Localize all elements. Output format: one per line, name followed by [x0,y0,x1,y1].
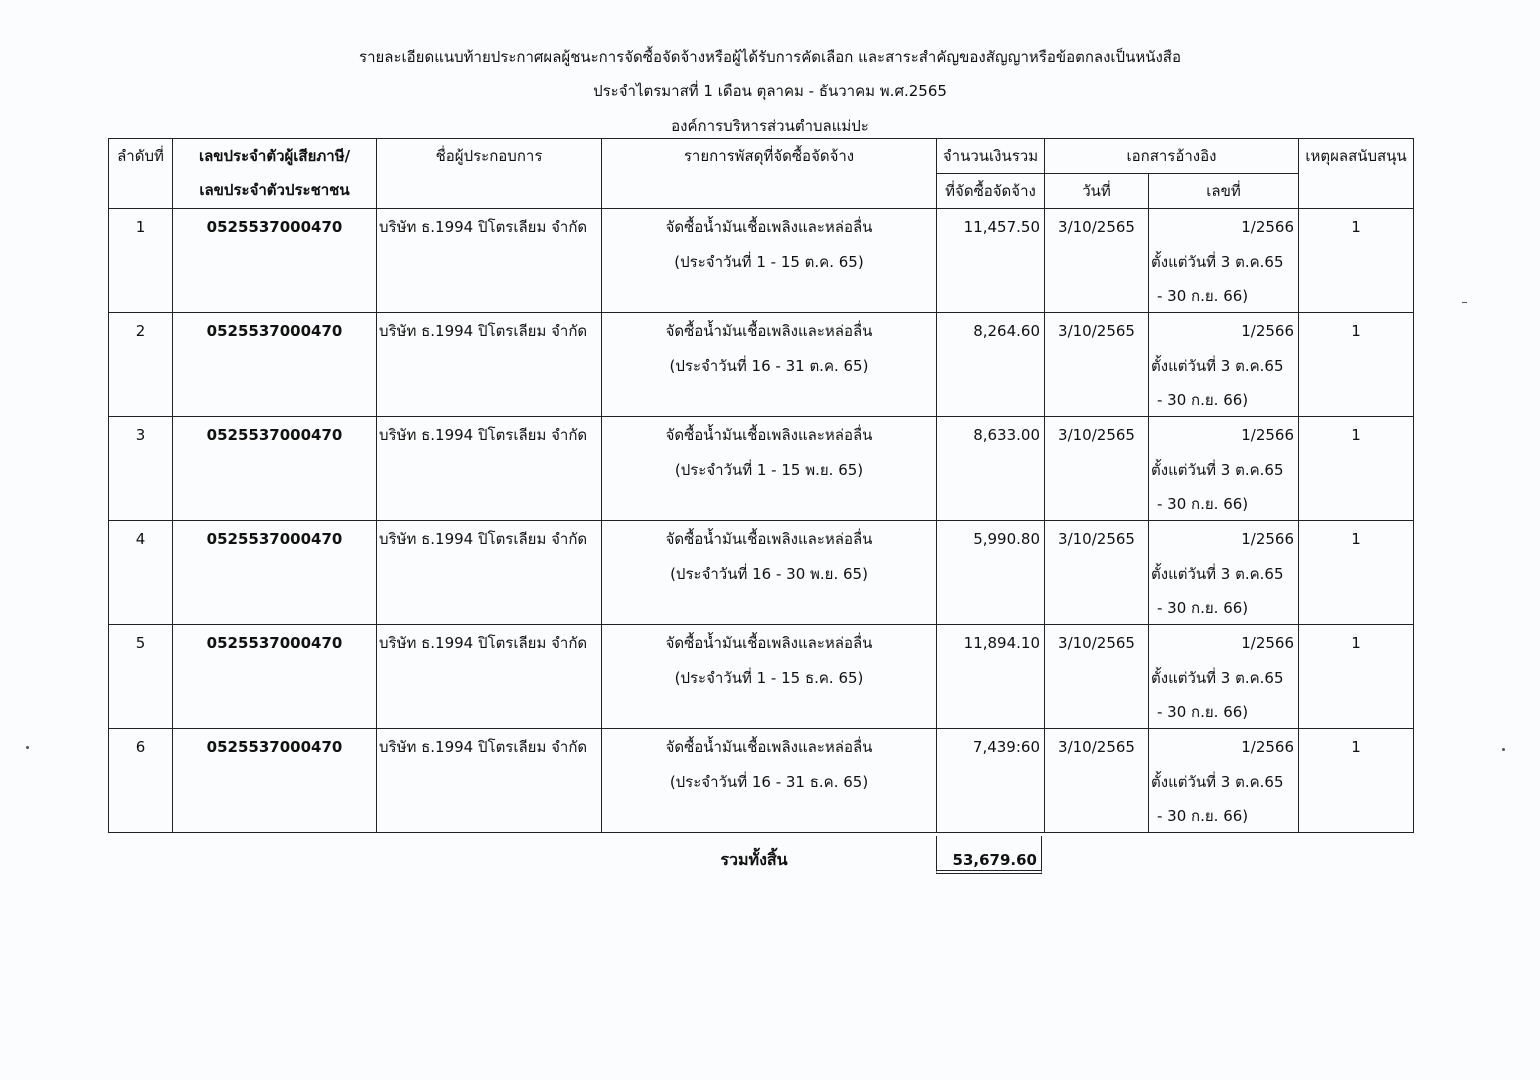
table-row [109,521,1414,625]
table-row [109,209,1414,313]
date-cell: 3/10/2565 [1058,322,1135,340]
scan-speck [1462,302,1467,303]
seq-cell: 6 [135,738,146,756]
seq-cell: 3 [135,426,146,444]
vendor-cell: บริษัท ธ.1994 ปิโตรเลียม จำกัด [379,738,588,756]
doc-no-cell: 1/2566 [1241,530,1294,548]
vendor-cell: บริษัท ธ.1994 ปิโตรเลียม จำกัด [379,530,588,548]
total-label: รวมทั้งสิ้น [720,850,788,869]
scan-speck [1502,748,1505,751]
organization-name: องค์การบริหารส่วนตำบลแม่ปะ [671,117,869,135]
item-cell: จัดซื้อน้ำมันเชื้อเพลิงและหล่อลื่น [665,322,873,340]
procurement-table [108,138,1414,833]
col-taxid-header: เลขประจำตัวผู้เสียภาษี/ เลขประจำตัวประชาชน [173,139,377,209]
amount-cell: 11,457.50 [963,218,1040,236]
col-refdoc-header: เอกสารอ้างอิง [1045,139,1299,174]
item-period-cell: (ประจำวันที่ 16 - 31 ต.ค. 65) [669,357,869,375]
period-start-cell: ตั้งแต่วันที่ 3 ต.ค.65 [1151,773,1284,791]
period-start-cell: ตั้งแต่วันที่ 3 ต.ค.65 [1151,565,1284,583]
vendor-cell: บริษัท ธ.1994 ปิโตรเลียม จำกัด [379,322,588,340]
reason-cell: 1 [1351,738,1361,756]
taxid-cell: 0525537000470 [206,426,343,444]
seq-cell: 1 [135,218,146,236]
col-seq-header: ลำดับที่ [109,139,173,209]
quarter-subtitle: ประจำไตรมาสที่ 1 เดือน ตุลาคม - ธันวาคม พ.ศ.2565 [593,82,947,100]
reason-cell: 1 [1351,218,1361,236]
col-reason-header: เหตุผลสนับสนุน [1299,139,1414,209]
taxid-cell: 0525537000470 [206,322,343,340]
item-period-cell: (ประจำวันที่ 1 - 15 พ.ย. 65) [674,461,864,479]
amount-cell: 5,990.80 [973,530,1040,548]
amount-cell: 7,439:60 [972,738,1040,756]
item-cell: จัดซื้อน้ำมันเชื้อเพลิงและหล่อลื่น [665,738,873,756]
doc-no-cell: 1/2566 [1241,426,1294,444]
table-row [109,625,1414,729]
vendor-cell: บริษัท ธ.1994 ปิโตรเลียม จำกัด [379,634,588,652]
scan-speck [26,746,29,749]
period-start-cell: ตั้งแต่วันที่ 3 ต.ค.65 [1151,253,1284,271]
seq-cell: 2 [135,322,146,340]
item-cell: จัดซื้อน้ำมันเชื้อเพลิงและหล่อลื่น [665,530,873,548]
date-cell: 3/10/2565 [1058,218,1135,236]
col-amount-header-2: ที่จัดซื้อจัดจ้าง [937,174,1045,209]
taxid-cell: 0525537000470 [206,634,343,652]
period-end-cell: - 30 ก.ย. 66) [1157,599,1249,617]
total-amount: 53,679.60 [936,836,1042,874]
document-title: รายละเอียดแนบท้ายประกาศผลผู้ชนะการจัดซื้อจัดจ้างหรือผู้ได้รับการคัดเลือก และสาระสำคัญของสัญญาหรือข้อตกลงเป็นหนังสือ [359,48,1181,66]
item-cell: จัดซื้อน้ำมันเชื้อเพลิงและหล่อลื่น [665,218,873,236]
table-row [109,417,1414,521]
col-vendor-header: ชื่อผู้ประกอบการ [377,139,602,209]
taxid-cell: 0525537000470 [206,218,343,236]
period-end-cell: - 30 ก.ย. 66) [1157,287,1249,305]
col-date-header: วันที่ [1045,174,1149,209]
period-start-cell: ตั้งแต่วันที่ 3 ต.ค.65 [1151,357,1284,375]
item-cell: จัดซื้อน้ำมันเชื้อเพลิงและหล่อลื่น [665,634,873,652]
vendor-cell: บริษัท ธ.1994 ปิโตรเลียม จำกัด [379,426,588,444]
vendor-cell: บริษัท ธ.1994 ปิโตรเลียม จำกัด [379,218,588,236]
col-items-header: รายการพัสดุที่จัดซื้อจัดจ้าง [602,139,937,209]
amount-cell: 8,264.60 [973,322,1040,340]
period-end-cell: - 30 ก.ย. 66) [1157,807,1249,825]
item-period-cell: (ประจำวันที่ 16 - 31 ธ.ค. 65) [669,773,869,791]
period-end-cell: - 30 ก.ย. 66) [1157,495,1249,513]
doc-no-cell: 1/2566 [1241,218,1294,236]
taxid-cell: 0525537000470 [206,530,343,548]
reason-cell: 1 [1351,322,1361,340]
period-start-cell: ตั้งแต่วันที่ 3 ต.ค.65 [1151,461,1284,479]
table-row [109,313,1414,417]
seq-cell: 4 [135,530,146,548]
date-cell: 3/10/2565 [1058,634,1135,652]
period-end-cell: - 30 ก.ย. 66) [1157,391,1249,409]
item-cell: จัดซื้อน้ำมันเชื้อเพลิงและหล่อลื่น [665,426,873,444]
doc-no-cell: 1/2566 [1241,634,1294,652]
table-row [109,729,1414,833]
doc-no-cell: 1/2566 [1241,738,1294,756]
reason-cell: 1 [1351,634,1361,652]
date-cell: 3/10/2565 [1058,426,1135,444]
period-end-cell: - 30 ก.ย. 66) [1157,703,1249,721]
reason-cell: 1 [1351,530,1361,548]
item-period-cell: (ประจำวันที่ 1 - 15 ธ.ค. 65) [674,669,864,687]
doc-no-cell: 1/2566 [1241,322,1294,340]
amount-cell: 11,894.10 [963,634,1040,652]
col-amount-header-1: จำนวนเงินรวม [937,139,1045,174]
period-start-cell: ตั้งแต่วันที่ 3 ต.ค.65 [1151,669,1284,687]
amount-cell: 8,633.00 [973,426,1040,444]
taxid-cell: 0525537000470 [206,738,343,756]
date-cell: 3/10/2565 [1058,738,1135,756]
reason-cell: 1 [1351,426,1361,444]
item-period-cell: (ประจำวันที่ 1 - 15 ต.ค. 65) [674,253,864,271]
col-no-header: เลขที่ [1149,174,1299,209]
seq-cell: 5 [135,634,146,652]
item-period-cell: (ประจำวันที่ 16 - 30 พ.ย. 65) [670,565,868,583]
date-cell: 3/10/2565 [1058,530,1135,548]
